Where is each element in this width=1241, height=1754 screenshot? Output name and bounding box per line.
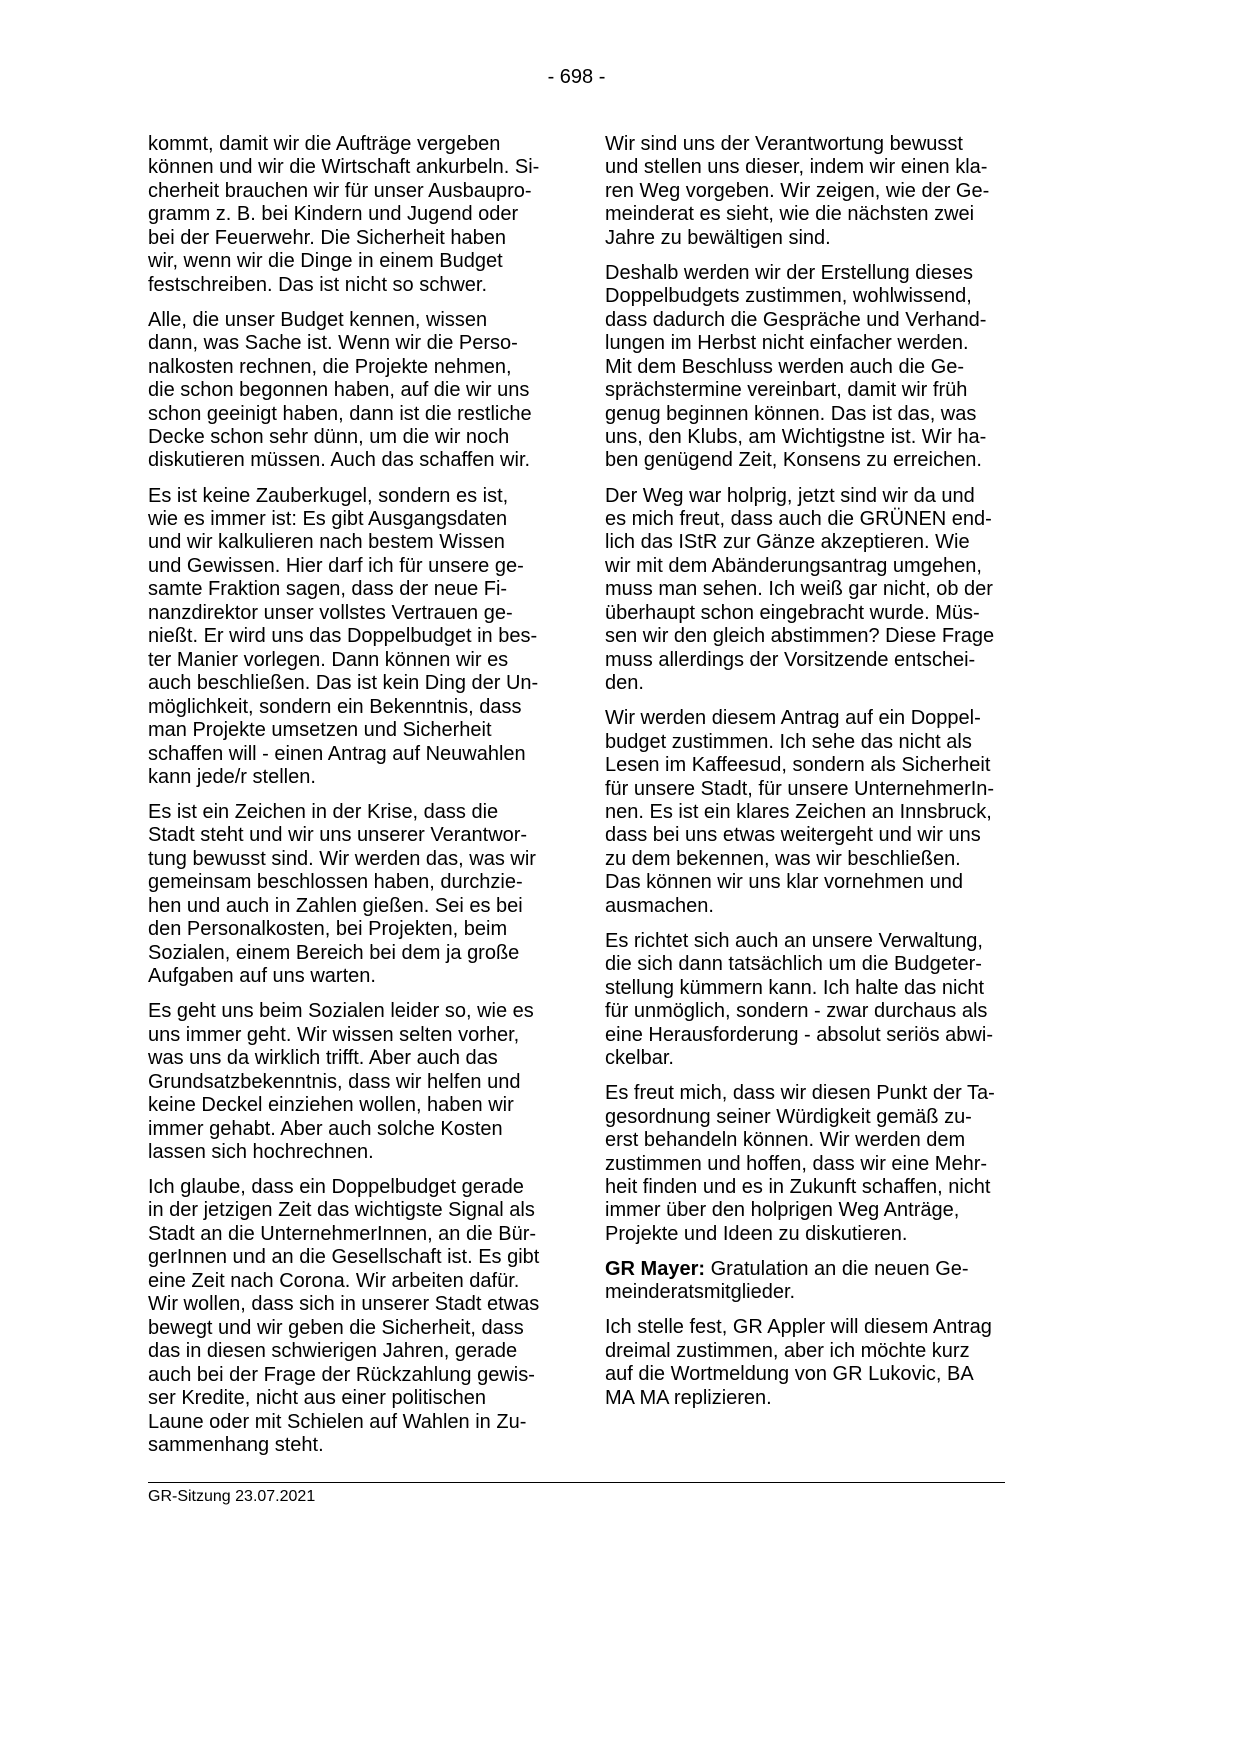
speaker-label: GR Mayer: <box>605 1257 706 1280</box>
paragraph: Es ist ein Zeichen in der Krise, dass die Stadt steht und wir uns unserer Verantwor- tung bewusst sind. Wir werden das, was wir gemeinsam beschlossen haben, durchzie- hen und auch in Zahlen gießen. Sei es bei den Personalkosten, bei Projekten, beim Sozialen, einem Bereich bei dem ja große Aufgaben auf uns warten. <box>148 801 536 988</box>
footer-session-date: GR-Sitzung 23.07.2021 <box>148 1488 316 1505</box>
left-column <box>148 133 553 1469</box>
paragraph: Der Weg war holprig, jetzt sind wir da und es mich freut, dass auch die GRÜNEN end- lich das IStR zur Gänze akzeptieren. Wie wir mit dem Abänderungsantrag umgehen, muss man sehen. Ich weiß gar nicht, ob der überhaupt schon eingebracht wurde. Müs- sen wir den gleich abstimmen? Diese Frage muss allerdings der Vorsitzende entschei- den. <box>605 484 995 695</box>
paragraph: Ich glaube, dass ein Doppelbudget gerade in der jetzigen Zeit das wichtigste Signal als Stadt an die UnternehmerInnen, an die Bür- gerInnen und an die Gesellschaft ist. Es gibt eine Zeit nach Corona. Wir arbeiten dafür. Wir wollen, dass sich in unserer Stadt etwas bewegt und wir geben die Sicherheit, dass das in diesen schwierigen Jahren, gerade auch bei der Frage der Rückzahlung gewis- ser Kredite, nicht aus einer politischen Laune oder mit Schielen auf Wahlen in Zu- sammenhang steht. <box>148 1176 540 1456</box>
right-column <box>605 133 1010 1422</box>
paragraph: Es geht uns beim Sozialen leider so, wie es uns immer geht. Wir wissen selten vorher, was uns da wirklich trifft. Aber auch das Grundsatzbekenntnis, dass wir helfen und keine Deckel einziehen wollen, haben wir immer gehabt. Aber auch solche Kosten lassen sich hochrechnen. <box>148 1000 534 1163</box>
speaker-paragraph <box>605 1258 1010 1305</box>
paragraph: Es richtet sich auch an unsere Verwaltung, die sich dann tatsächlich um die Budgeter- stellung kümmern kann. Ich halte das nicht für unmöglich, sondern - zwar durchaus als eine Herausforderung - absolut seriös abwi- ckelbar. <box>605 929 993 1070</box>
paragraph: Ich stelle fest, GR Appler will diesem Antrag dreimal zustimmen, aber ich möchte kurz auf die Wortmeldung von GR Lukovic, BA MA MA replizieren. <box>605 1316 992 1409</box>
paragraph: Deshalb werden wir der Erstellung dieses Doppelbudgets zustimmen, wohlwissend, dass dadurch die Gespräche und Verhand- lungen im Herbst nicht einfacher werden. Mit dem Beschluss werden auch die Ge- sprächstermine vereinbart, damit wir früh genug beginnen können. Das ist das, was uns, den Klubs, am Wichtigstne ist. Wir ha- ben genügend Zeit, Konsens zu erreichen. <box>605 261 987 472</box>
paragraph: Wir sind uns der Verantwortung bewusst und stellen uns dieser, indem wir einen kla- ren Weg vorgeben. Wir zeigen, wie der Ge- meinderat es sieht, wie die nächsten zwei Jahre zu bewältigen sind. <box>605 133 990 249</box>
footer-divider <box>148 1482 1005 1483</box>
page-number: - 698 - <box>547 66 606 88</box>
paragraph: Es ist keine Zauberkugel, sondern es ist, wie es immer ist: Es gibt Ausgangsdaten und wir kalkulieren nach bestem Wissen und Gewissen. Hier darf ich für unsere ge- samte Fraktion sagen, dass der neue Fi- nanzdirektor unser vollstes Vertrauen ge- nießt. Er wird uns das Doppelbudget in bes- ter Manier vorlegen. Dann können wir es auch beschließen. Das ist kein Ding der Un- möglichkeit, sondern ein Bekenntnis, dass man Projekte umsetzen und Sicherheit schaffen will - einen Antrag auf Neuwahlen kann jede/r stellen. <box>148 484 539 788</box>
paragraph: Wir werden diesem Antrag auf ein Doppel- budget zustimmen. Ich sehe das nicht als Lesen im Kaffeesud, sondern als Sicherheit für unsere Stadt, für unsere UnternehmerIn- nen. Es ist ein klares Zeichen an Innsbruck, dass bei uns etwas weitergeht und wir uns zu dem bekennen, was wir beschließen. Das können wir uns klar vornehmen und ausmachen. <box>605 707 995 917</box>
paragraph: Es freut mich, dass wir diesen Punkt der Ta- gesordnung seiner Würdigkeit gemäß zu- erst behandeln können. Wir werden dem zustimmen und hoffen, dass wir eine Mehr- heit finden und es in Zukunft schaffen, nicht immer über den holprigen Weg Anträge, Projekte und Ideen zu diskutieren. <box>605 1082 995 1245</box>
paragraph: kommt, damit wir die Aufträge vergeben können und wir die Wirtschaft ankurbeln. Si- cherheit brauchen wir für unser Ausbaupro- gramm z. B. bei Kindern und Jugend oder bei der Feuerwehr. Die Sicherheit haben wir, wenn wir die Dinge in einem Budget festschreiben. Das ist nicht so schwer. <box>148 133 540 296</box>
paragraph: Alle, die unser Budget kennen, wissen dann, was Sache ist. Wenn wir die Perso- nalkosten rechnen, die Projekte nehmen, die schon begonnen haben, auf die wir uns schon geeinigt haben, dann ist die restliche Decke schon sehr dünn, um die wir noch diskutieren müssen. Auch das schaffen wir. <box>148 308 532 472</box>
speaker-text: Gratulation an die neuen Ge- meinderatsmitglieder. <box>605 1257 969 1304</box>
